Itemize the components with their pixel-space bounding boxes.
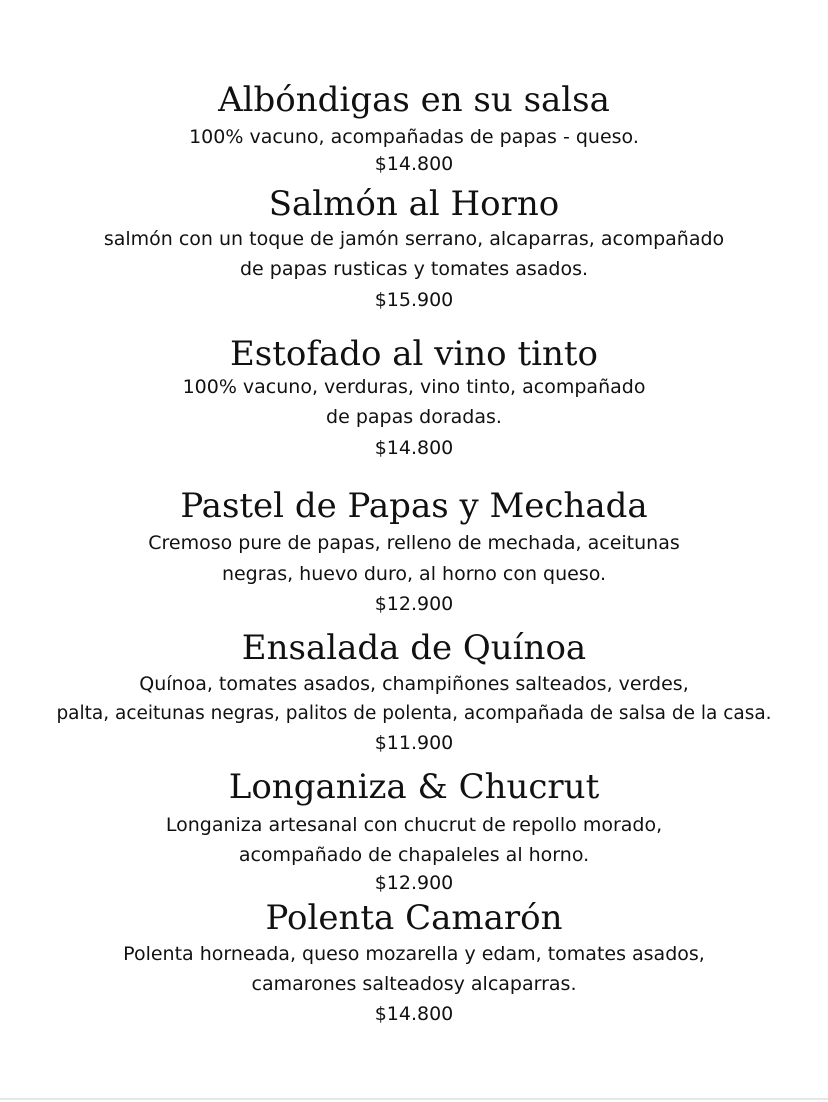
- item-price: $14.800: [374, 153, 454, 175]
- item-description: negras, huevo duro, al horno con queso.: [221, 563, 607, 585]
- item-description: 100% vacuno, verduras, vino tinto, acompañado: [182, 376, 646, 398]
- item-description: 100% vacuno, acompañadas de papas - queso.: [189, 126, 639, 148]
- item-price: $12.900: [374, 593, 454, 615]
- item-name: Polenta Camarón: [265, 898, 563, 938]
- item-name: Pastel de Papas y Mechada: [180, 486, 648, 526]
- item-price: $11.900: [374, 732, 454, 754]
- item-name: Longaniza & Chucrut: [228, 767, 600, 807]
- bottom-divider: [0, 1098, 828, 1100]
- item-description: camarones salteadosy alcaparras.: [251, 973, 577, 995]
- item-name: Salmón al Horno: [268, 184, 560, 224]
- item-price: $15.900: [374, 289, 454, 311]
- item-price: $12.900: [374, 872, 454, 894]
- item-description: salmón con un toque de jamón serrano, alcaparras, acompañado: [103, 228, 725, 250]
- item-price: $14.800: [374, 437, 454, 459]
- item-description: Quínoa, tomates asados, champiñones salteados, verdes,: [139, 673, 689, 695]
- item-description: Polenta horneada, queso mozarella y edam, tomates asados,: [123, 943, 705, 965]
- item-description: Longaniza artesanal con chucrut de repollo morado,: [165, 814, 663, 836]
- item-description: palta, aceitunas negras, palitos de polenta, acompañada de salsa de la casa.: [56, 703, 772, 724]
- item-description: acompañado de chapaleles al horno.: [238, 844, 590, 866]
- item-name: Albóndigas en su salsa: [218, 80, 610, 120]
- item-description: de papas doradas.: [326, 406, 502, 428]
- item-price: $14.800: [374, 1003, 454, 1025]
- item-description: de papas rusticas y tomates asados.: [239, 258, 589, 280]
- item-name: Ensalada de Quínoa: [241, 628, 587, 668]
- item-name: Estofado al vino tinto: [229, 334, 599, 374]
- item-description: Cremoso pure de papas, relleno de mechada, aceitunas: [148, 532, 680, 554]
